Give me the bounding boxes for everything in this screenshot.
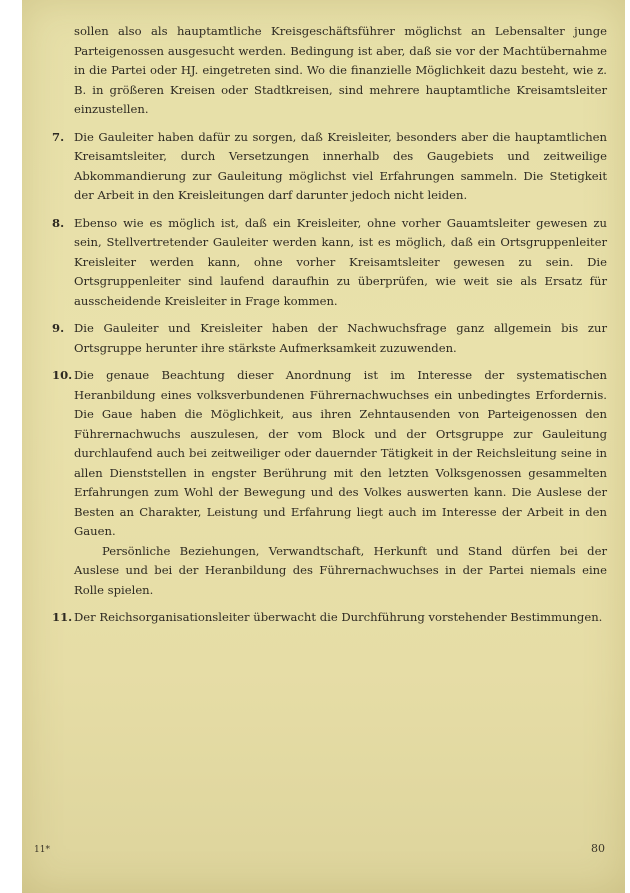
item-text: Die Gauleiter und Kreisleiter haben der Nachwuchsfrage ganz allgemein bis zur Ortsgruppe herunter ihre stärkste Aufmerksamkeit zuzuwenden. bbox=[74, 321, 607, 355]
intro-paragraph: sollen also als hauptamtliche Kreisgeschäftsführer möglichst an Lebensalter junge Parteigenossen ausgesucht werden. Bedingung ist aber, daß sie vor der Machtübernahme in die Partei oder HJ. eingetreten sind. Wo die finanzielle Möglichkeit dazu besteht, wie z. B. in größeren Kreisen oder Stadtkreisen, sind mehrere hauptamtliche Kreisamtsleiter einzustellen. bbox=[74, 24, 607, 116]
item-number: 8. bbox=[52, 215, 65, 230]
page-number: 80 bbox=[591, 842, 605, 855]
list-item-7 bbox=[52, 128, 607, 206]
list-item-10 bbox=[52, 366, 607, 600]
item-number: 7. bbox=[52, 129, 65, 144]
item-text: Der Reichsorganisationsleiter überwacht die Durchführung vorstehender Bestimmungen. bbox=[74, 610, 603, 624]
item-text: Ebenso wie es möglich ist, daß ein Kreisleiter, ohne vorher Gauamtsleiter gewesen zu sein, Stellvertretender Gauleiter werden kann, ist es möglich, daß ein Ortsgruppenleiter Kreisleiter werden kann, ohne vorher Kreisamtsleiter gewesen zu sein. Die Ortsgruppenleiter sind laufend daraufhin zu überprüfen, wie weit sie als Ersatz für ausscheidende Kreisleiter in Frage kommen. bbox=[74, 215, 607, 308]
item-text: Die genaue Beachtung dieser Anordnung ist im Interesse der systematischen Heranbildung eines volksverbundenen Führernachwuchses ein unbedingtes Erfordernis. Die Gaue haben die Möglichkeit, aus ihren Zehntausenden von Parteigenossen den Führernachwuchs auszulesen, der vom Block und der Ortsgruppe zur Gauleitung durchlaufend auch bei zeitweiliger oder dauernder Tätigkeit in der Reichsleitung seine in allen Dienststellen in engster Berührung mit den letzten Volksgenossen gesammelten Erfahrungen zum Wohl der Bewegung und des Volkes auswerten kann. Die Auslese der Besten an Charakter, Leistung und Erfahrung liegt auch im Interesse der Arbeit in den Gauen. bbox=[74, 368, 607, 538]
document-page bbox=[22, 0, 625, 893]
list-item-9 bbox=[52, 319, 607, 358]
item-number: 10. bbox=[52, 368, 73, 382]
list-item-8 bbox=[52, 214, 607, 312]
page-text bbox=[52, 22, 607, 636]
list-item-11 bbox=[52, 608, 607, 628]
item-body bbox=[74, 366, 607, 600]
item-number: 9. bbox=[52, 321, 65, 335]
signature-mark: 11* bbox=[34, 845, 50, 855]
item-text: Die Gauleiter haben dafür zu sorgen, daß Kreisleiter, besonders aber die hauptamtlichen Kreisamtsleiter, durch Versetzungen innerhalb des Gaugebiets und zeitweilige Abkommandierung zur Gauleitung möglichst viel Erfahrungen sammeln. Die Stetigkeit der Arbeit in den Kreisleitungen darf darunter jedoch nicht leiden. bbox=[74, 129, 607, 202]
item-text-second-paragraph: Persönliche Beziehungen, Verwandtschaft, Herkunft und Stand dürfen bei der Auslese und bei der Heranbildung des Führernachwuchses in der Partei niemals eine Rolle spielen. bbox=[74, 543, 607, 597]
item-number: 11. bbox=[52, 610, 73, 624]
